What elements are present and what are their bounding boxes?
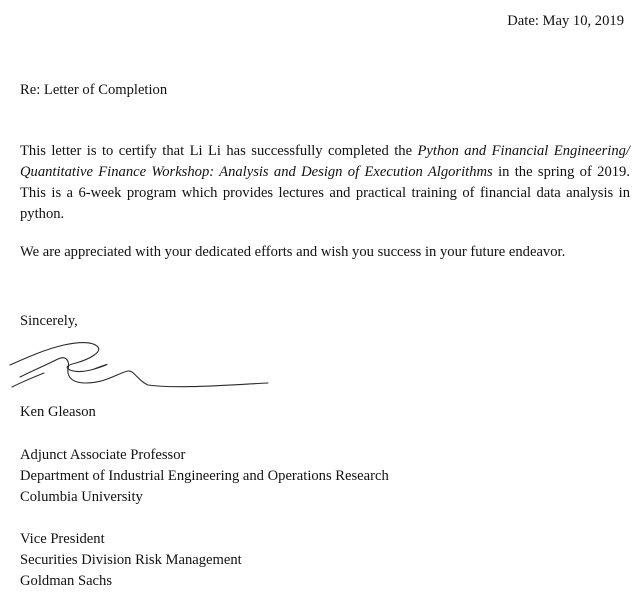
closing-salutation: Sincerely, — [20, 313, 78, 329]
certification-paragraph — [20, 141, 630, 225]
affiliation-department: Department of Industrial Engineering and Operations Research — [20, 468, 389, 484]
paragraph-text-start: This letter is to certify that Li Li has successfully completed the — [20, 143, 418, 159]
letter-date: Date: May 10, 2019 — [507, 13, 624, 29]
affiliation-title: Vice President — [20, 531, 105, 547]
signatory-name: Ken Gleason — [20, 404, 96, 420]
paragraph-text-end: in the spring of 2019. This is a 6-week program which provides lectures and practical training of financial data analysis in python. — [20, 164, 630, 222]
affiliation-organization: Columbia University — [20, 489, 143, 505]
program-title: Python and Financial Engineering/ Quantitative Finance Workshop: Analysis and Design of Execution Algorithms — [20, 143, 630, 180]
letter-subject: Re: Letter of Completion — [20, 82, 168, 98]
affiliation-organization: Goldman Sachs — [20, 573, 113, 589]
affiliation-columbia — [20, 445, 389, 508]
handwritten-signature — [6, 337, 271, 395]
thanks-paragraph: We are appreciated with your dedicated efforts and wish you success in your future endeavor. — [20, 244, 566, 260]
affiliation-department: Securities Division Risk Management — [20, 552, 242, 568]
affiliation-title: Adjunct Associate Professor — [20, 447, 186, 463]
affiliation-goldman — [20, 529, 242, 592]
